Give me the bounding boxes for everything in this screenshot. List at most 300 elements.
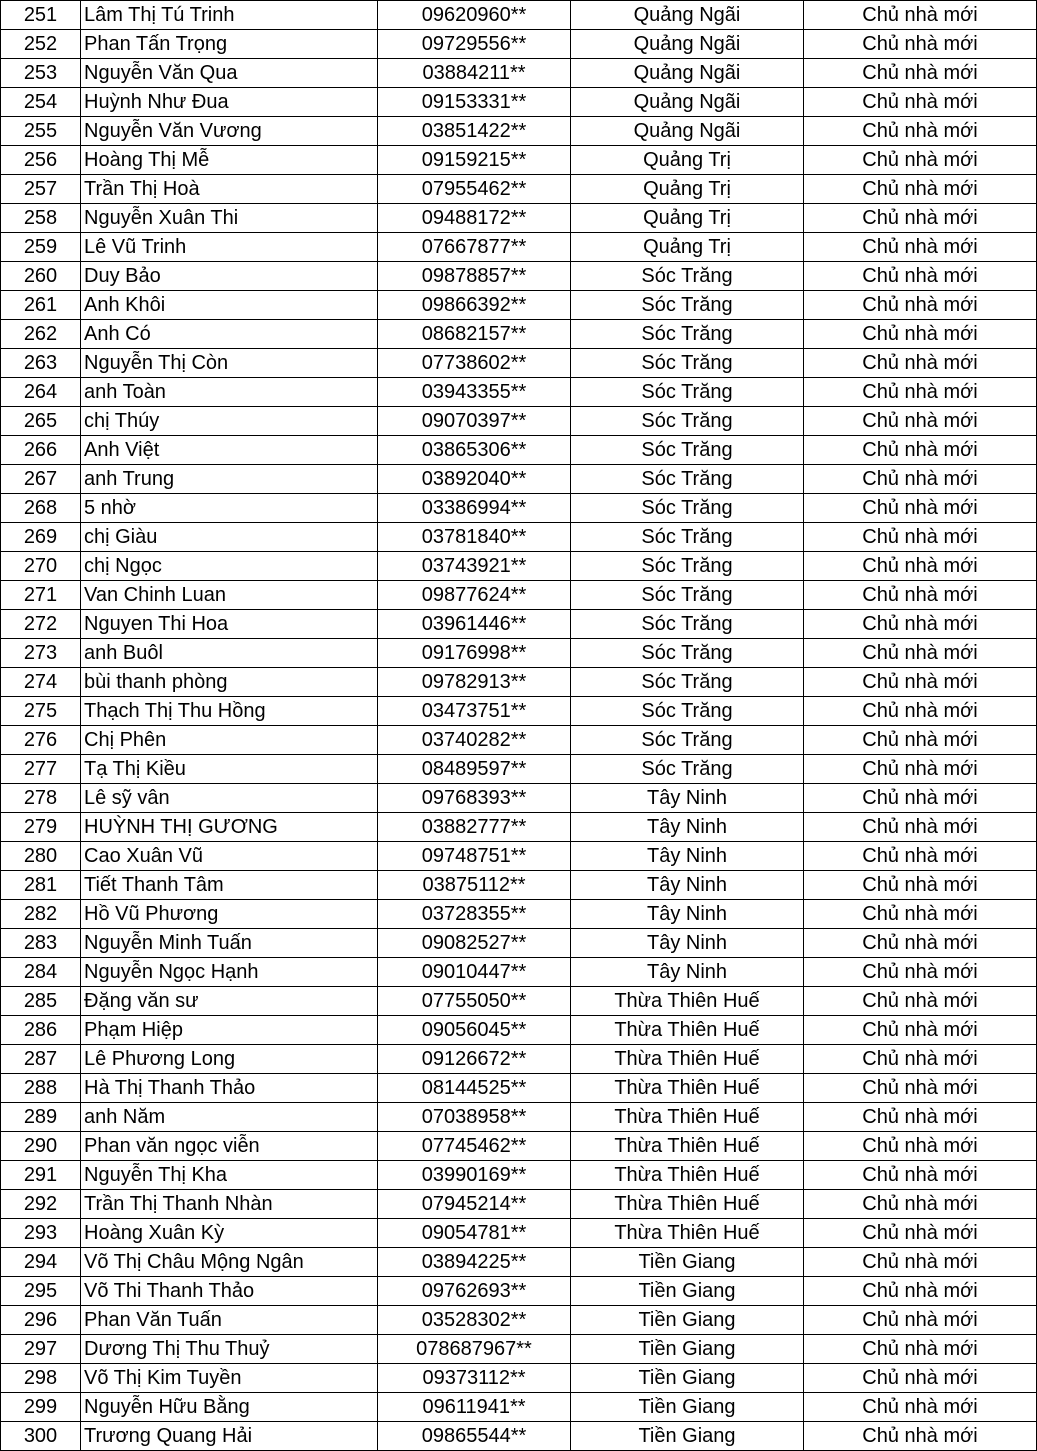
customer-type-cell: Chủ nhà mới xyxy=(804,1190,1037,1219)
province-cell: Quảng Trị xyxy=(571,204,804,233)
row-number-cell: 272 xyxy=(1,610,81,639)
customer-type-cell: Chủ nhà mới xyxy=(804,697,1037,726)
row-number-cell: 266 xyxy=(1,436,81,465)
name-cell: Anh Khôi xyxy=(81,291,378,320)
province-cell: Quảng Ngãi xyxy=(571,30,804,59)
table-row xyxy=(1,610,1037,639)
phone-cell: 09010447** xyxy=(378,958,571,987)
name-cell: Nguyễn Ngọc Hạnh xyxy=(81,958,378,987)
table-row xyxy=(1,320,1037,349)
row-number-cell: 265 xyxy=(1,407,81,436)
name-cell: Nguyễn Xuân Thi xyxy=(81,204,378,233)
name-cell: Duy Bảo xyxy=(81,262,378,291)
table-row xyxy=(1,291,1037,320)
table-row xyxy=(1,494,1037,523)
phone-cell: 09126672** xyxy=(378,1045,571,1074)
phone-cell: 09620960** xyxy=(378,1,571,30)
customer-type-cell: Chủ nhà mới xyxy=(804,436,1037,465)
phone-cell: 07038958** xyxy=(378,1103,571,1132)
phone-cell: 09176998** xyxy=(378,639,571,668)
row-number-cell: 288 xyxy=(1,1074,81,1103)
name-cell: Hồ Vũ Phương xyxy=(81,900,378,929)
province-cell: Tiền Giang xyxy=(571,1277,804,1306)
name-cell: Phan Văn Tuấn xyxy=(81,1306,378,1335)
row-number-cell: 255 xyxy=(1,117,81,146)
province-cell: Sóc Trăng xyxy=(571,407,804,436)
row-number-cell: 277 xyxy=(1,755,81,784)
customer-type-cell: Chủ nhà mới xyxy=(804,1045,1037,1074)
phone-cell: 09082527** xyxy=(378,929,571,958)
table-row xyxy=(1,204,1037,233)
name-cell: Hoàng Thị Mễ xyxy=(81,146,378,175)
table-row xyxy=(1,1277,1037,1306)
phone-cell: 09782913** xyxy=(378,668,571,697)
row-number-cell: 261 xyxy=(1,291,81,320)
row-number-cell: 278 xyxy=(1,784,81,813)
row-number-cell: 253 xyxy=(1,59,81,88)
province-cell: Sóc Trăng xyxy=(571,552,804,581)
phone-cell: 03851422** xyxy=(378,117,571,146)
row-number-cell: 280 xyxy=(1,842,81,871)
phone-cell: 07738602** xyxy=(378,349,571,378)
phone-cell: 09488172** xyxy=(378,204,571,233)
customer-type-cell: Chủ nhà mới xyxy=(804,378,1037,407)
customer-type-cell: Chủ nhà mới xyxy=(804,1,1037,30)
row-number-cell: 268 xyxy=(1,494,81,523)
name-cell: Lê Vũ Trinh xyxy=(81,233,378,262)
name-cell: Lâm Thị Tú Trinh xyxy=(81,1,378,30)
customer-type-cell: Chủ nhà mới xyxy=(804,668,1037,697)
province-cell: Sóc Trăng xyxy=(571,581,804,610)
phone-cell: 07745462** xyxy=(378,1132,571,1161)
table-row xyxy=(1,1335,1037,1364)
phone-cell: 09373112** xyxy=(378,1364,571,1393)
province-cell: Sóc Trăng xyxy=(571,668,804,697)
table-row xyxy=(1,1422,1037,1451)
province-cell: Sóc Trăng xyxy=(571,262,804,291)
customer-type-cell: Chủ nhà mới xyxy=(804,349,1037,378)
province-cell: Tây Ninh xyxy=(571,842,804,871)
row-number-cell: 283 xyxy=(1,929,81,958)
row-number-cell: 281 xyxy=(1,871,81,900)
phone-cell: 03473751** xyxy=(378,697,571,726)
phone-cell: 03386994** xyxy=(378,494,571,523)
province-cell: Sóc Trăng xyxy=(571,755,804,784)
customer-type-cell: Chủ nhà mới xyxy=(804,842,1037,871)
row-number-cell: 256 xyxy=(1,146,81,175)
name-cell: HUỲNH THỊ GƯƠNG xyxy=(81,813,378,842)
province-cell: Thừa Thiên Huế xyxy=(571,1190,804,1219)
phone-cell: 03528302** xyxy=(378,1306,571,1335)
row-number-cell: 271 xyxy=(1,581,81,610)
table-row xyxy=(1,639,1037,668)
phone-cell: 03990169** xyxy=(378,1161,571,1190)
table-row xyxy=(1,1248,1037,1277)
row-number-cell: 269 xyxy=(1,523,81,552)
phone-cell: 09748751** xyxy=(378,842,571,871)
table-row xyxy=(1,697,1037,726)
province-cell: Sóc Trăng xyxy=(571,726,804,755)
customer-type-cell: Chủ nhà mới xyxy=(804,639,1037,668)
table-row xyxy=(1,465,1037,494)
row-number-cell: 293 xyxy=(1,1219,81,1248)
phone-cell: 07945214** xyxy=(378,1190,571,1219)
province-cell: Tiền Giang xyxy=(571,1364,804,1393)
customer-type-cell: Chủ nhà mới xyxy=(804,494,1037,523)
province-cell: Tiền Giang xyxy=(571,1306,804,1335)
table-row xyxy=(1,30,1037,59)
table-row xyxy=(1,1306,1037,1335)
customer-type-cell: Chủ nhà mới xyxy=(804,900,1037,929)
province-cell: Quảng Ngãi xyxy=(571,1,804,30)
row-number-cell: 260 xyxy=(1,262,81,291)
name-cell: Hà Thị Thanh Thảo xyxy=(81,1074,378,1103)
table-row xyxy=(1,1016,1037,1045)
customer-type-cell: Chủ nhà mới xyxy=(804,1306,1037,1335)
name-cell: Nguyễn Minh Tuấn xyxy=(81,929,378,958)
customer-type-cell: Chủ nhà mới xyxy=(804,1393,1037,1422)
name-cell: Nguyen Thi Hoa xyxy=(81,610,378,639)
table-row xyxy=(1,175,1037,204)
customer-type-cell: Chủ nhà mới xyxy=(804,233,1037,262)
row-number-cell: 299 xyxy=(1,1393,81,1422)
phone-cell: 03781840** xyxy=(378,523,571,552)
customer-type-cell: Chủ nhà mới xyxy=(804,929,1037,958)
province-cell: Thừa Thiên Huế xyxy=(571,987,804,1016)
name-cell: Phạm Hiệp xyxy=(81,1016,378,1045)
name-cell: Huỳnh Như Đua xyxy=(81,88,378,117)
table-row xyxy=(1,871,1037,900)
table-row xyxy=(1,88,1037,117)
row-number-cell: 273 xyxy=(1,639,81,668)
name-cell: Nguyễn Thị Còn xyxy=(81,349,378,378)
customer-type-cell: Chủ nhà mới xyxy=(804,88,1037,117)
phone-cell: 09611941** xyxy=(378,1393,571,1422)
phone-cell: 09877624** xyxy=(378,581,571,610)
province-cell: Quảng Trị xyxy=(571,146,804,175)
row-number-cell: 287 xyxy=(1,1045,81,1074)
province-cell: Sóc Trăng xyxy=(571,436,804,465)
table-row xyxy=(1,668,1037,697)
customer-type-cell: Chủ nhà mới xyxy=(804,1248,1037,1277)
table-row xyxy=(1,900,1037,929)
name-cell: Trương Quang Hải xyxy=(81,1422,378,1451)
customer-type-cell: Chủ nhà mới xyxy=(804,958,1037,987)
table-row xyxy=(1,929,1037,958)
table-row xyxy=(1,958,1037,987)
name-cell: Trần Thị Hoà xyxy=(81,175,378,204)
table-row xyxy=(1,1045,1037,1074)
row-number-cell: 286 xyxy=(1,1016,81,1045)
table-row xyxy=(1,1364,1037,1393)
table-row xyxy=(1,784,1037,813)
province-cell: Tiền Giang xyxy=(571,1422,804,1451)
row-number-cell: 276 xyxy=(1,726,81,755)
province-cell: Thừa Thiên Huế xyxy=(571,1219,804,1248)
customer-type-cell: Chủ nhà mới xyxy=(804,1016,1037,1045)
name-cell: anh Buôl xyxy=(81,639,378,668)
customer-type-cell: Chủ nhà mới xyxy=(804,552,1037,581)
phone-cell: 03943355** xyxy=(378,378,571,407)
customer-type-cell: Chủ nhà mới xyxy=(804,1132,1037,1161)
table-row xyxy=(1,349,1037,378)
customer-type-cell: Chủ nhà mới xyxy=(804,784,1037,813)
customer-type-cell: Chủ nhà mới xyxy=(804,755,1037,784)
name-cell: chị Giàu xyxy=(81,523,378,552)
table-row xyxy=(1,523,1037,552)
table-row xyxy=(1,407,1037,436)
phone-cell: 07955462** xyxy=(378,175,571,204)
table-row xyxy=(1,813,1037,842)
customer-type-cell: Chủ nhà mới xyxy=(804,813,1037,842)
table-row xyxy=(1,1103,1037,1132)
name-cell: Lê sỹ vân xyxy=(81,784,378,813)
name-cell: anh Năm xyxy=(81,1103,378,1132)
province-cell: Sóc Trăng xyxy=(571,523,804,552)
customer-type-cell: Chủ nhà mới xyxy=(804,1074,1037,1103)
name-cell: 5 nhờ xyxy=(81,494,378,523)
row-number-cell: 289 xyxy=(1,1103,81,1132)
name-cell: Anh Việt xyxy=(81,436,378,465)
province-cell: Tây Ninh xyxy=(571,900,804,929)
customer-type-cell: Chủ nhà mới xyxy=(804,1277,1037,1306)
province-cell: Thừa Thiên Huế xyxy=(571,1103,804,1132)
row-number-cell: 282 xyxy=(1,900,81,929)
province-cell: Thừa Thiên Huế xyxy=(571,1132,804,1161)
phone-cell: 07667877** xyxy=(378,233,571,262)
table-row xyxy=(1,59,1037,88)
table-row xyxy=(1,581,1037,610)
phone-cell: 09070397** xyxy=(378,407,571,436)
customer-type-cell: Chủ nhà mới xyxy=(804,1103,1037,1132)
province-cell: Sóc Trăng xyxy=(571,378,804,407)
table-row xyxy=(1,1190,1037,1219)
phone-cell: 03865306** xyxy=(378,436,571,465)
customer-type-cell: Chủ nhà mới xyxy=(804,726,1037,755)
table-row xyxy=(1,378,1037,407)
name-cell: bùi thanh phòng xyxy=(81,668,378,697)
customer-type-cell: Chủ nhà mới xyxy=(804,523,1037,552)
province-cell: Sóc Trăng xyxy=(571,610,804,639)
province-cell: Tiền Giang xyxy=(571,1393,804,1422)
name-cell: Anh Có xyxy=(81,320,378,349)
name-cell: Lê Phương Long xyxy=(81,1045,378,1074)
name-cell: Trần Thị Thanh Nhàn xyxy=(81,1190,378,1219)
province-cell: Sóc Trăng xyxy=(571,639,804,668)
row-number-cell: 295 xyxy=(1,1277,81,1306)
province-cell: Quảng Ngãi xyxy=(571,117,804,146)
name-cell: Tiết Thanh Tâm xyxy=(81,871,378,900)
customer-type-cell: Chủ nhà mới xyxy=(804,175,1037,204)
customer-type-cell: Chủ nhà mới xyxy=(804,320,1037,349)
province-cell: Thừa Thiên Huế xyxy=(571,1161,804,1190)
phone-cell: 03884211** xyxy=(378,59,571,88)
customer-type-cell: Chủ nhà mới xyxy=(804,465,1037,494)
row-number-cell: 262 xyxy=(1,320,81,349)
row-number-cell: 292 xyxy=(1,1190,81,1219)
row-number-cell: 252 xyxy=(1,30,81,59)
customer-type-cell: Chủ nhà mới xyxy=(804,291,1037,320)
customer-type-cell: Chủ nhà mới xyxy=(804,1161,1037,1190)
customer-type-cell: Chủ nhà mới xyxy=(804,204,1037,233)
row-number-cell: 267 xyxy=(1,465,81,494)
phone-cell: 03728355** xyxy=(378,900,571,929)
name-cell: anh Trung xyxy=(81,465,378,494)
name-cell: Võ Thi Thanh Thảo xyxy=(81,1277,378,1306)
province-cell: Tây Ninh xyxy=(571,784,804,813)
province-cell: Tiền Giang xyxy=(571,1248,804,1277)
customer-type-cell: Chủ nhà mới xyxy=(804,610,1037,639)
province-cell: Tây Ninh xyxy=(571,929,804,958)
province-cell: Tiền Giang xyxy=(571,1335,804,1364)
name-cell: Phan Tấn Trọng xyxy=(81,30,378,59)
province-cell: Quảng Trị xyxy=(571,233,804,262)
customer-type-cell: Chủ nhà mới xyxy=(804,1422,1037,1451)
phone-cell: 08144525** xyxy=(378,1074,571,1103)
province-cell: Sóc Trăng xyxy=(571,494,804,523)
phone-cell: 03894225** xyxy=(378,1248,571,1277)
phone-cell: 03961446** xyxy=(378,610,571,639)
phone-cell: 09878857** xyxy=(378,262,571,291)
phone-cell: 09865544** xyxy=(378,1422,571,1451)
phone-cell: 09866392** xyxy=(378,291,571,320)
province-cell: Sóc Trăng xyxy=(571,291,804,320)
phone-cell: 08682157** xyxy=(378,320,571,349)
phone-cell: 09768393** xyxy=(378,784,571,813)
customer-type-cell: Chủ nhà mới xyxy=(804,1335,1037,1364)
province-cell: Quảng Ngãi xyxy=(571,59,804,88)
phone-cell: 09159215** xyxy=(378,146,571,175)
customer-type-cell: Chủ nhà mới xyxy=(804,1219,1037,1248)
row-number-cell: 257 xyxy=(1,175,81,204)
phone-cell: 09054781** xyxy=(378,1219,571,1248)
table-row xyxy=(1,146,1037,175)
name-cell: chị Ngọc xyxy=(81,552,378,581)
table-row xyxy=(1,117,1037,146)
phone-cell: 07755050** xyxy=(378,987,571,1016)
name-cell: Nguyễn Thị Kha xyxy=(81,1161,378,1190)
name-cell: Thạch Thị Thu Hồng xyxy=(81,697,378,726)
name-cell: Hoàng Xuân Kỳ xyxy=(81,1219,378,1248)
name-cell: Dương Thị Thu Thuỷ xyxy=(81,1335,378,1364)
phone-cell: 03882777** xyxy=(378,813,571,842)
row-number-cell: 298 xyxy=(1,1364,81,1393)
province-cell: Quảng Trị xyxy=(571,175,804,204)
name-cell: Đặng văn sư xyxy=(81,987,378,1016)
table-row xyxy=(1,1,1037,30)
row-number-cell: 294 xyxy=(1,1248,81,1277)
table-row xyxy=(1,436,1037,465)
row-number-cell: 251 xyxy=(1,1,81,30)
province-cell: Thừa Thiên Huế xyxy=(571,1045,804,1074)
name-cell: Nguyễn Văn Vương xyxy=(81,117,378,146)
name-cell: Chị Phên xyxy=(81,726,378,755)
customer-type-cell: Chủ nhà mới xyxy=(804,146,1037,175)
province-cell: Sóc Trăng xyxy=(571,320,804,349)
row-number-cell: 284 xyxy=(1,958,81,987)
phone-cell: 09762693** xyxy=(378,1277,571,1306)
table-row xyxy=(1,233,1037,262)
phone-cell: 09056045** xyxy=(378,1016,571,1045)
row-number-cell: 297 xyxy=(1,1335,81,1364)
customer-type-cell: Chủ nhà mới xyxy=(804,59,1037,88)
table-row xyxy=(1,262,1037,291)
table-row xyxy=(1,842,1037,871)
province-cell: Tây Ninh xyxy=(571,871,804,900)
phone-cell: 08489597** xyxy=(378,755,571,784)
row-number-cell: 285 xyxy=(1,987,81,1016)
table-row xyxy=(1,1074,1037,1103)
name-cell: Nguyễn Hữu Bằng xyxy=(81,1393,378,1422)
name-cell: Van Chinh Luan xyxy=(81,581,378,610)
row-number-cell: 279 xyxy=(1,813,81,842)
customer-type-cell: Chủ nhà mới xyxy=(804,117,1037,146)
table-row xyxy=(1,1132,1037,1161)
row-number-cell: 300 xyxy=(1,1422,81,1451)
phone-cell: 03743921** xyxy=(378,552,571,581)
name-cell: Tạ Thị Kiều xyxy=(81,755,378,784)
name-cell: Cao Xuân Vũ xyxy=(81,842,378,871)
phone-cell: 03740282** xyxy=(378,726,571,755)
table-row xyxy=(1,1393,1037,1422)
name-cell: Võ Thị Kim Tuyền xyxy=(81,1364,378,1393)
table-row xyxy=(1,987,1037,1016)
row-number-cell: 291 xyxy=(1,1161,81,1190)
phone-cell: 09729556** xyxy=(378,30,571,59)
name-cell: anh Toàn xyxy=(81,378,378,407)
customer-type-cell: Chủ nhà mới xyxy=(804,30,1037,59)
phone-cell: 03875112** xyxy=(378,871,571,900)
row-number-cell: 274 xyxy=(1,668,81,697)
province-cell: Thừa Thiên Huế xyxy=(571,1016,804,1045)
name-cell: Võ Thị Châu Mộng Ngân xyxy=(81,1248,378,1277)
province-cell: Sóc Trăng xyxy=(571,349,804,378)
name-cell: Phan văn ngọc viễn xyxy=(81,1132,378,1161)
table-body xyxy=(1,1,1037,1451)
province-cell: Tây Ninh xyxy=(571,813,804,842)
table-row xyxy=(1,1219,1037,1248)
province-cell: Thừa Thiên Huế xyxy=(571,1074,804,1103)
customer-type-cell: Chủ nhà mới xyxy=(804,1364,1037,1393)
row-number-cell: 264 xyxy=(1,378,81,407)
customer-type-cell: Chủ nhà mới xyxy=(804,407,1037,436)
province-cell: Sóc Trăng xyxy=(571,465,804,494)
table-row xyxy=(1,726,1037,755)
row-number-cell: 290 xyxy=(1,1132,81,1161)
phone-cell: 03892040** xyxy=(378,465,571,494)
table-row xyxy=(1,755,1037,784)
customer-type-cell: Chủ nhà mới xyxy=(804,581,1037,610)
table-row xyxy=(1,552,1037,581)
table-row xyxy=(1,1161,1037,1190)
row-number-cell: 275 xyxy=(1,697,81,726)
province-cell: Quảng Ngãi xyxy=(571,88,804,117)
phone-cell: 09153331** xyxy=(378,88,571,117)
province-cell: Tây Ninh xyxy=(571,958,804,987)
name-cell: Nguyễn Văn Qua xyxy=(81,59,378,88)
customer-type-cell: Chủ nhà mới xyxy=(804,987,1037,1016)
customer-type-cell: Chủ nhà mới xyxy=(804,871,1037,900)
phone-cell: 078687967** xyxy=(378,1335,571,1364)
row-number-cell: 296 xyxy=(1,1306,81,1335)
row-number-cell: 270 xyxy=(1,552,81,581)
row-number-cell: 263 xyxy=(1,349,81,378)
customer-type-cell: Chủ nhà mới xyxy=(804,262,1037,291)
name-cell: chị Thúy xyxy=(81,407,378,436)
row-number-cell: 258 xyxy=(1,204,81,233)
row-number-cell: 259 xyxy=(1,233,81,262)
province-cell: Sóc Trăng xyxy=(571,697,804,726)
